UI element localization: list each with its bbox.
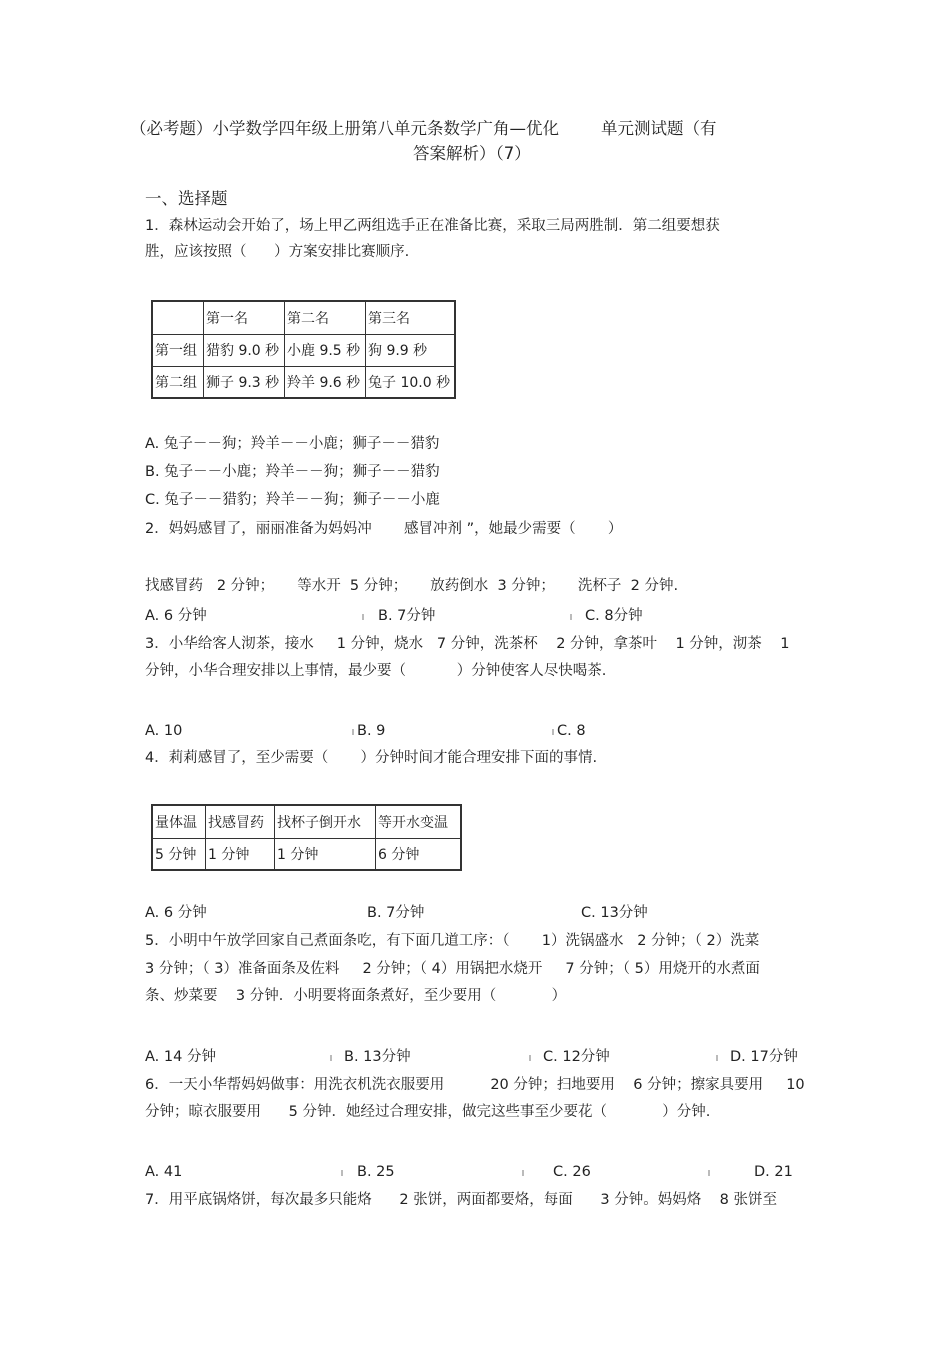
q1-table-header: 第一名 [204,301,285,334]
q1-table-cell: 狗 9.9 秒 [366,334,456,366]
q1-table-cell: 猎豹 9.0 秒 [204,334,285,366]
q4-option-a: A. 6 分钟 [145,905,207,921]
option-separator [352,729,354,735]
q3-option-b: B. 9 [357,723,386,739]
q2-option-b: B. 7分钟 [378,608,436,624]
q6-text-line1: 6．一天小华帮妈妈做事：用洗衣机洗衣服要用 20 分钟；扫地要用 6 分钟；擦家具要用 10 [145,1077,805,1093]
q3-text-line2: 分钟，小华合理安排以上事情，最少要（ ）分钟使客人尽快喝茶. [145,663,607,679]
q4-table-cell: 5 分钟 [152,838,206,870]
option-separator [552,729,554,735]
q2-text-line2: 找感冒药 2 分钟； 等水开 5 分钟； 放药倒水 3 分钟； 洗杯子 2 分钟. [145,578,679,594]
option-separator [341,1170,343,1176]
q1-option-a: A. 兔子－－狗；羚羊－－小鹿；狮子－－猎豹 [145,436,440,452]
q7-text-line1: 7．用平底锅烙饼，每次最多只能烙 2 张饼，两面都要烙，每面 3 分钟。妈妈烙 8 张饼至 [145,1192,777,1208]
q1-text-line2: 胜，应该按照（ ）方案安排比赛顺序. [145,244,410,260]
q4-table-header: 找杯子倒开水 [275,805,376,838]
q6-text-line2: 分钟；晾衣服要用 5 分钟．她经过合理安排，做完这些事至少要花（ ）分钟. [145,1104,711,1120]
q6-option-a: A. 41 [145,1164,183,1180]
q1-option-b: B. 兔子－－小鹿；羚羊－－狗；狮子－－猎豹 [145,464,440,480]
q5-option-a: A. 14 分钟 [145,1049,216,1065]
q4-table [151,804,462,871]
option-separator [330,1055,332,1061]
option-separator [708,1170,710,1176]
q5-option-b: B. 13分钟 [344,1049,411,1065]
q6-option-c: C. 26 [553,1164,591,1180]
q2-option-c: C. 8分钟 [585,608,643,624]
q5-text-line1: 5．小明中午放学回家自己煮面条吃，有下面几道工序：（ 1）洗锅盛水 2 分钟；（ 2）洗菜 [145,933,760,949]
q4-table-header: 等开水变温 [376,805,462,838]
option-separator [570,614,572,620]
q5-option-c: C. 12分钟 [543,1049,610,1065]
q1-table-cell: 第一组 [152,334,204,366]
q1-table-cell: 第二组 [152,366,204,398]
page-title-line2: 答案解析）（7） [413,144,531,163]
q4-text-line1: 4．莉莉感冒了，至少需要（ ）分钟时间才能合理安排下面的事情. [145,750,598,766]
page-title-line1: （必考题）小学数学四年级上册第八单元条数学广角—优化 单元测试题（有 [130,119,717,138]
q1-table-header: 第二名 [285,301,366,334]
q1-table-cell: 羚羊 9.6 秒 [285,366,366,398]
q1-table-header: 第三名 [366,301,456,334]
q4-table-cell: 1 分钟 [275,838,376,870]
q1-table-header-empty [152,301,204,334]
q1-option-c: C. 兔子－－猎豹；羚羊－－狗；狮子－－小鹿 [145,492,440,508]
q5-text-line3: 条、炒菜要 3 分钟．小明要将面条煮好，至少要用（ ） [145,988,567,1004]
option-separator [716,1055,718,1061]
q5-option-d: D. 17分钟 [730,1049,798,1065]
q4-option-b: B. 7分钟 [367,905,425,921]
option-separator [522,1170,524,1176]
q2-option-a: A. 6 分钟 [145,608,207,624]
section-heading: 一、选择题 [145,189,228,208]
option-separator [362,614,364,620]
q4-option-c: C. 13分钟 [581,905,648,921]
q5-text-line2: 3 分钟；（ 3）准备面条及佐料 2 分钟；（ 4）用锅把水烧开 7 分钟；（ 5）用烧开的水煮面 [145,961,760,977]
q2-text-line1: 2．妈妈感冒了，丽丽准备为妈妈冲 感冒冲剂 ”，她最少需要（ ） [145,521,623,537]
q6-option-d: D. 21 [754,1164,793,1180]
q3-option-c: C. 8 [557,723,586,739]
q3-option-a: A. 10 [145,723,183,739]
option-separator [529,1055,531,1061]
q1-table-cell: 小鹿 9.5 秒 [285,334,366,366]
q1-text-line1: 1．森林运动会开始了，场上甲乙两组选手正在准备比赛，采取三局两胜制．第二组要想获 [145,218,720,234]
q1-table-cell: 狮子 9.3 秒 [204,366,285,398]
q4-table-cell: 6 分钟 [376,838,462,870]
q4-table-header: 找感冒药 [206,805,275,838]
q1-table [151,300,456,399]
q3-text-line1: 3．小华给客人沏茶，接水 1 分钟，烧水 7 分钟，洗茶杯 2 分钟，拿茶叶 1 分钟，沏茶 1 [145,636,790,652]
q1-table-cell: 兔子 10.0 秒 [366,366,456,398]
q6-option-b: B. 25 [357,1164,395,1180]
q4-table-cell: 1 分钟 [206,838,275,870]
q4-table-header: 量体温 [152,805,206,838]
